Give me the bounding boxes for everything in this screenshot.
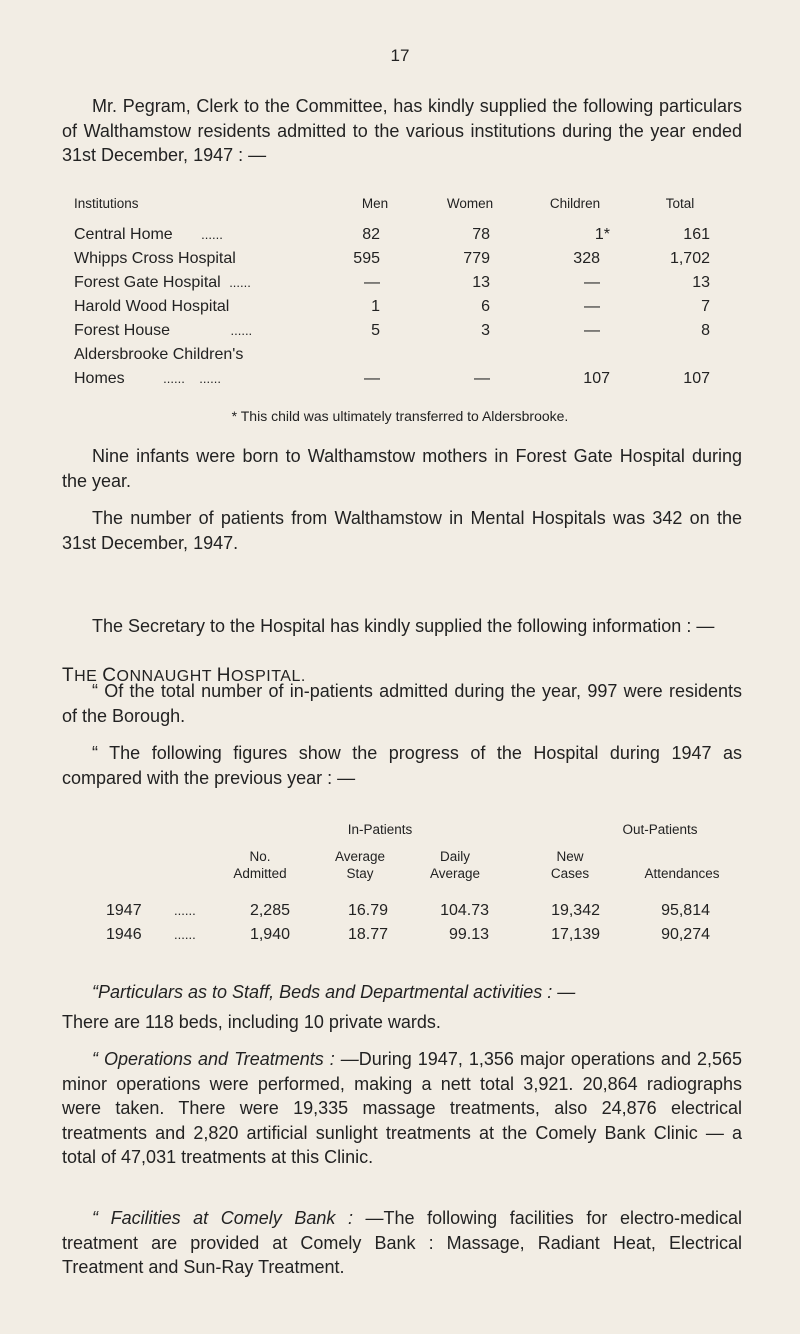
infants-paragraph: Nine infants were born to Walthamstow mothers in Forest Gate Hospital during the year. <box>62 446 742 491</box>
attendances-value: 90,274 <box>661 926 710 943</box>
table-row: 1947 ...... <box>106 902 196 919</box>
total-value: 1,702 <box>669 250 710 267</box>
children-value: 328 <box>573 250 600 267</box>
total-value: 13 <box>692 274 710 291</box>
stay-value: 16.79 <box>347 902 388 919</box>
intro-paragraph: Mr. Pegram, Clerk to the Committee, has kindly supplied the following particulars of Walthamstow residents admitted to the various institutions during the year ended 31st December, 1947 : — <box>62 96 742 165</box>
women-value: 6 <box>481 298 490 315</box>
men-value: — <box>364 274 380 291</box>
facilities-paragraph: “ Facilities at Comely Bank : —The following facilities for electro-medical treatment are provided at Comely Bank : Massage, Radiant Heat, Electrical Treatment and Sun-Ray Treatment. <box>62 1208 742 1277</box>
inpatients-quote: “ Of the total number of in-patients admitted during the year, 997 were residents of the Borough. <box>62 681 742 726</box>
children-value: 107 <box>583 370 610 387</box>
table-row: Forest Gate Hospital ...... <box>74 274 251 291</box>
beds-text: There are 118 beds, including 10 private wards. <box>62 1012 441 1032</box>
group-in-patients: In-Patients <box>347 822 413 837</box>
header-daily: Daily <box>439 849 470 864</box>
table-row: Forest House ...... <box>74 322 253 339</box>
men-value: 5 <box>371 322 380 339</box>
daily-value: 99.13 <box>448 926 489 943</box>
mental-hospitals-paragraph: The number of patients from Walthamstow in Mental Hospitals was 342 on the 31st December, 1947. <box>62 508 742 553</box>
children-value: — <box>584 322 600 339</box>
women-value: 779 <box>463 250 490 267</box>
men-value: — <box>364 370 380 387</box>
men-value: 1 <box>371 298 380 315</box>
secretary-paragraph: The Secretary to the Hospital has kindly supplied the following information : — <box>92 616 715 636</box>
table-row: Harold Wood Hospital <box>74 298 230 315</box>
header-women: Women <box>446 196 494 211</box>
children-value: — <box>584 298 600 315</box>
women-value: 13 <box>472 274 490 291</box>
header-cases: Cases <box>550 866 590 881</box>
header-attendances: Attendances <box>644 866 720 881</box>
header-men: Men <box>361 196 389 211</box>
header-no: No. <box>249 849 271 864</box>
total-value: 107 <box>683 370 710 387</box>
women-value: 78 <box>472 226 490 243</box>
women-value: 3 <box>481 322 490 339</box>
men-value: 82 <box>362 226 380 243</box>
attendances-value: 95,814 <box>661 902 710 919</box>
progress-quote: “ The following figures show the progress of the Hospital during 1947 as compared with the previous year : — <box>62 743 742 788</box>
header-stay: Stay <box>346 866 374 881</box>
header-total: Total <box>665 196 695 211</box>
total-value: 7 <box>701 298 710 315</box>
table-row: Whipps Cross Hospital <box>74 250 236 267</box>
men-value: 595 <box>353 250 380 267</box>
table-row-name-line1: Aldersbrooke Children's <box>74 346 244 363</box>
header-average: Average <box>334 849 386 864</box>
operations-paragraph: “ Operations and Treatments : —During 1947, 1,356 major operations and 2,565 minor operations were performed, making a nett total 3,921. 20,864 radiographs were taken. There were 19,335 massage treatments, also 24,876 electrical treatments and 2,820 artificial sunlight treatments at the Comely Bank Clinic — a total of 47,031 treatments at this Clinic. <box>62 1049 743 1167</box>
total-value: 8 <box>701 322 710 339</box>
total-value: 161 <box>683 226 710 243</box>
table-row: 1946 ...... <box>106 926 196 943</box>
table-row: Central Home ...... <box>74 226 223 243</box>
admitted-value: 1,940 <box>249 926 290 943</box>
daily-value: 104.73 <box>440 902 489 919</box>
children-value: — <box>584 274 600 291</box>
stay-value: 18.77 <box>347 926 388 943</box>
table-row: Homes ...... ...... <box>74 370 221 387</box>
page-number: 17 <box>390 46 410 65</box>
section-heading: THE CONNAUGHT HOSPITAL. <box>62 665 306 686</box>
header-institutions: Institutions <box>74 196 139 211</box>
staff-heading: “Particulars as to Staff, Beds and Departmental activities : — <box>92 982 576 1002</box>
children-value: 1* <box>594 226 610 243</box>
table-footnote: * This child was ultimately transferred to Aldersbrooke. <box>231 408 569 424</box>
women-value: — <box>474 370 490 387</box>
header-admitted: Admitted <box>233 866 287 881</box>
header-children: Children <box>549 196 601 211</box>
new-cases-value: 19,342 <box>551 902 600 919</box>
new-cases-value: 17,139 <box>551 926 600 943</box>
admitted-value: 2,285 <box>249 902 290 919</box>
header-daily-average: Average <box>429 866 481 881</box>
group-out-patients: Out-Patients <box>622 822 698 837</box>
header-new: New <box>556 849 584 864</box>
